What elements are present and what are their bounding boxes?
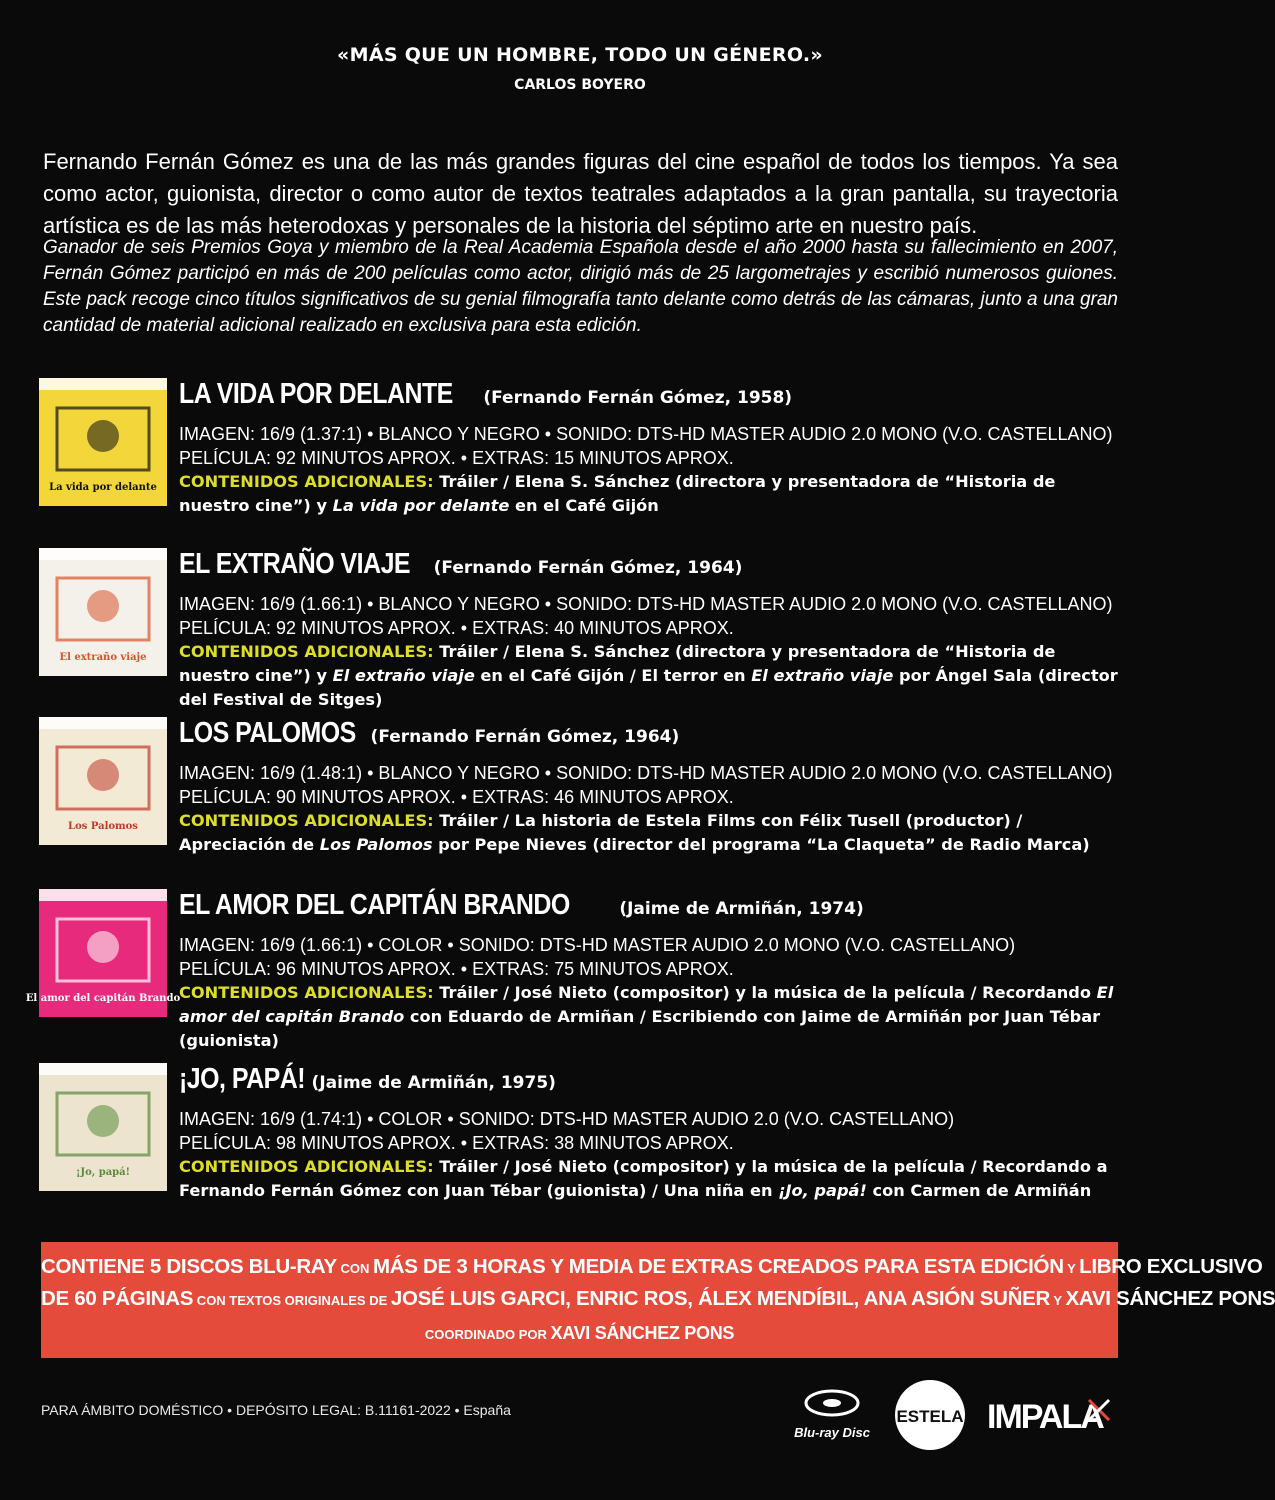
banner-connector: Y <box>1063 1261 1080 1276</box>
film-title-row <box>179 889 1129 933</box>
film-credit: (Fernando Fernán Gómez, 1958) <box>483 388 793 408</box>
film-cover <box>25 889 181 1017</box>
film-cover-label: El amor del capitán Brando <box>25 993 181 1004</box>
film-cover-label: La vida por delante <box>49 482 157 493</box>
film-title: LA VIDA POR DELANTE <box>179 378 453 410</box>
intro-italic-paragraph: Ganador de seis Premios Goya y miembro de la Real Academia Española desde el año 2000 hasta su fallecimiento en 2007, Fernán Gómez participó en más de 200 películas como actor, dirigió más de 25 largometrajes y escribió numerosos guiones. Este pack recoge cinco títulos significativos de su genial filmografía tanto delante como detrás de las cámaras, junto a una gran cantidad de material adicional realizado en exclusiva para esta edición. <box>43 237 1118 336</box>
extras-title-italic: El amor del capitán Brando <box>179 983 1114 1026</box>
legal-text: PARA ÁMBITO DOMÉSTICO • DEPÓSITO LEGAL: B.11161-2022 • España <box>41 1402 511 1418</box>
film-cover-label: ¡Jo, papá! <box>75 1167 131 1178</box>
film-cover <box>39 717 167 845</box>
film-cover <box>39 1063 167 1191</box>
banner-connector: Y <box>1050 1293 1066 1308</box>
film-spec1: IMAGEN: 16/9 (1.66:1) • COLOR • SONIDO: DTS-HD MASTER AUDIO 2.0 MONO (V.O. CASTELLANO) <box>179 935 1016 955</box>
banner-line-1 <box>41 1255 1263 1279</box>
extras-label: CONTENIDOS ADICIONALES: <box>179 642 434 661</box>
film-extras <box>179 640 1129 712</box>
extras-label: CONTENIDOS ADICIONALES: <box>179 472 434 491</box>
film-title-row <box>179 1063 1129 1107</box>
extras-title-italic: Los Palomos <box>319 835 433 854</box>
film-cover-label: El extraño viaje <box>59 652 147 663</box>
film-spec2: PELÍCULA: 96 MINUTOS APROX. • EXTRAS: 75 MINUTOS APROX. <box>179 959 734 979</box>
extras-title-italic: La vida por delante <box>332 496 510 515</box>
banner-highlight: XAVI SÁNCHEZ PONS <box>1065 1287 1275 1310</box>
film-title: LOS PALOMOS <box>179 717 356 749</box>
extras-title-italic: ¡Jo, papá! <box>778 1181 867 1200</box>
film-info <box>179 717 1129 857</box>
extras-text: con Carmen de Armiñán <box>866 1181 1092 1200</box>
film-spec2: PELÍCULA: 90 MINUTOS APROX. • EXTRAS: 46 MINUTOS APROX. <box>179 787 734 807</box>
film-spec2: PELÍCULA: 98 MINUTOS APROX. • EXTRAS: 38 MINUTOS APROX. <box>179 1133 734 1153</box>
film-info <box>179 548 1129 712</box>
banner-highlight: JOSÉ LUIS GARCI, ENRIC ROS, ÁLEX MENDÍBIL, ANA ASIÓN SUÑER <box>390 1287 1051 1310</box>
quote-author: CARLOS BOYERO <box>514 77 646 93</box>
extras-text: Tráiler / José Nieto (compositor) y la música de la película / Recordando a Fernando Fernán Gómez con Juan Tébar (guionista) / Una niña en <box>179 1157 1108 1200</box>
impala-logo <box>985 1392 1120 1436</box>
banner-connector: CON <box>336 1261 373 1276</box>
film-info <box>179 889 1129 1053</box>
extras-text: Tráiler / José Nieto (compositor) y la música de la película / Recordando <box>433 983 1097 1002</box>
extras-text: en el Café Gijón / El terror en <box>474 666 752 685</box>
film-info <box>179 378 1129 518</box>
film-cover-label: Los Palomos <box>68 821 138 832</box>
extras-text: por Pepe Nieves (director del programa “La Claqueta” de Radio Marca) <box>432 835 1090 854</box>
film-spec2: PELÍCULA: 92 MINUTOS APROX. • EXTRAS: 40 MINUTOS APROX. <box>179 618 734 638</box>
extras-title-italic: El extraño viaje <box>751 666 894 685</box>
film-cover <box>39 548 167 676</box>
extras-text: Tráiler / La historia de Estela Films con Félix Tusell (productor) / Apreciación de <box>179 811 1023 854</box>
film-spec1: IMAGEN: 16/9 (1.66:1) • BLANCO Y NEGRO • SONIDO: DTS-HD MASTER AUDIO 2.0 MONO (V.O. CASTELLANO) <box>179 594 1113 614</box>
impala-logo-text: IMPALA <box>987 1398 1103 1436</box>
film-title-row <box>179 548 1129 592</box>
banner-connector: CON TEXTOS ORIGINALES DE <box>193 1293 391 1308</box>
film-spec1: IMAGEN: 16/9 (1.48:1) • BLANCO Y NEGRO • SONIDO: DTS-HD MASTER AUDIO 2.0 MONO (V.O. CASTELLANO) <box>179 763 1113 783</box>
film-extras <box>179 1155 1129 1203</box>
film-spec1: IMAGEN: 16/9 (1.37:1) • BLANCO Y NEGRO • SONIDO: DTS-HD MASTER AUDIO 2.0 MONO (V.O. CASTELLANO) <box>179 424 1113 444</box>
banner-line-3 <box>41 1323 1118 1344</box>
promo-banner <box>41 1242 1275 1358</box>
film-title-row <box>179 717 1129 761</box>
film-credit: (Jaime de Armiñán, 1975) <box>311 1073 556 1093</box>
banner-highlight: MÁS DE 3 HORAS Y MEDIA DE EXTRAS CREADOS PARA ESTA EDICIÓN <box>373 1255 1064 1278</box>
banner-line-2 <box>41 1287 1275 1311</box>
extras-text: con Eduardo de Armiñan / Escribiendo con Jaime de Armiñán por Juan Tébar (guionista) <box>179 1007 1101 1050</box>
banner-highlight: 5 DISCOS BLU-RAY <box>149 1255 337 1278</box>
film-info <box>179 1063 1129 1203</box>
extras-text: por Ángel Sala (director del Festival de Sitges) <box>179 666 1118 709</box>
film-credit: (Fernando Fernán Gómez, 1964) <box>433 558 743 578</box>
film-spec1: IMAGEN: 16/9 (1.74:1) • COLOR • SONIDO: DTS-HD MASTER AUDIO 2.0 (V.O. CASTELLANO) <box>179 1109 955 1129</box>
banner-highlight: LIBRO EXCLUSIVO <box>1079 1255 1263 1278</box>
extras-text: Tráiler / Elena S. Sánchez (directora y presentadora de “Historia de nuestro cine”) y <box>179 472 1056 515</box>
extras-title-italic: El extraño viaje <box>332 666 475 685</box>
film-title: ¡JO, PAPÁ! <box>179 1063 306 1095</box>
film-extras <box>179 470 1129 518</box>
film-title-row <box>179 378 1129 422</box>
banner-highlight: DE 60 PÁGINAS <box>41 1287 194 1310</box>
banner-connector: COORDINADO POR <box>424 1327 551 1342</box>
extras-label: CONTENIDOS ADICIONALES: <box>179 1157 434 1176</box>
extras-text: en el Café Gijón <box>509 496 659 515</box>
film-extras <box>179 809 1129 857</box>
film-credit: (Fernando Fernán Gómez, 1964) <box>370 727 680 747</box>
bluray-logo <box>787 1385 877 1445</box>
bluray-logo-text: Blu-ray Disc <box>794 1425 870 1440</box>
film-title: EL AMOR DEL CAPITÁN BRANDO <box>179 889 570 921</box>
film-cover <box>39 378 167 506</box>
banner-highlight: CONTIENE <box>41 1255 150 1278</box>
quote: «MÁS QUE UN HOMBRE, TODO UN GÉNERO.» <box>337 44 823 66</box>
banner-highlight: XAVI SÁNCHEZ PONS <box>550 1323 735 1343</box>
film-spec2: PELÍCULA: 92 MINUTOS APROX. • EXTRAS: 15 MINUTOS APROX. <box>179 448 734 468</box>
film-extras <box>179 981 1129 1053</box>
estela-logo <box>893 1378 967 1452</box>
film-title: EL EXTRAÑO VIAJE <box>179 548 411 580</box>
extras-text: Tráiler / Elena S. Sánchez (directora y presentadora de “Historia de nuestro cine”) y <box>179 642 1056 685</box>
extras-label: CONTENIDOS ADICIONALES: <box>179 811 434 830</box>
film-credit: (Jaime de Armiñán, 1974) <box>619 899 864 919</box>
intro-paragraph: Fernando Fernán Gómez es una de las más grandes figuras del cine español de todos los tiempos. Ya sea como actor, guionista, director o como autor de textos teatrales adaptados a la gran pantalla, su trayectoria artística es de las más heterodoxas y personales de la historia del séptimo arte en nuestro país. <box>43 149 1118 238</box>
extras-label: CONTENIDOS ADICIONALES: <box>179 983 434 1002</box>
estela-logo-text: ESTELA <box>896 1407 964 1426</box>
